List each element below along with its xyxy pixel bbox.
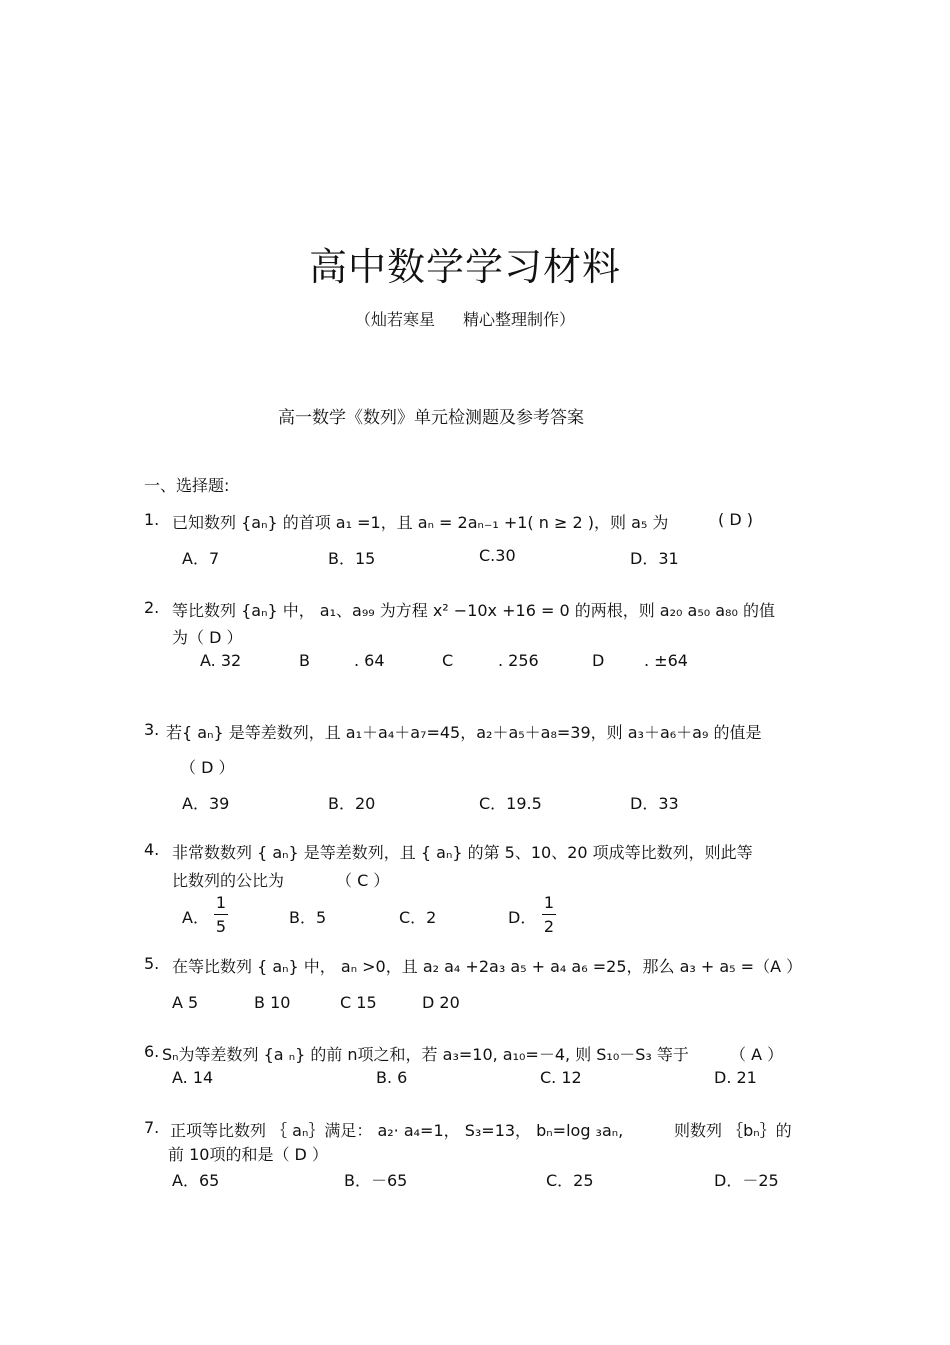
question-4-option-a-fraction [214, 893, 228, 936]
question-6-option-b: B. 6 [376, 1068, 408, 1087]
section-heading: 一、选择题: [144, 476, 230, 495]
fraction-numerator: 1 [215, 893, 227, 912]
question-7-text: 正项等比数列 ｛ aₙ｝满足： a₂· a₄=1， S₃=13， bₙ=log ₃aₙ, [170, 1121, 624, 1140]
question-2-number: 2. [144, 598, 160, 617]
question-4-text: 非常数数列 { aₙ} 是等差数列，且 { aₙ} 的第 5、10、20 项成等比数列，则此等 [172, 843, 753, 862]
fraction-bar [542, 914, 556, 915]
question-1-option-c: C.30 [479, 546, 516, 565]
question-5-option-c: C 15 [340, 993, 377, 1012]
question-4-option-b: B．5 [289, 908, 327, 927]
question-4-answer: （ C ） [336, 871, 390, 890]
question-4-option-d-fraction [542, 893, 556, 936]
question-6-text: Sₙ为等差数列 {a ₙ} 的前 n项之和，若 a₃=10, a₁₀=－4, 则 S₁₀－S₃ 等于 [162, 1045, 689, 1064]
question-2-text-line2: 为（ D ） [172, 628, 243, 647]
question-1-answer: ( D ) [718, 510, 753, 529]
question-6-option-c: C. 12 [540, 1068, 582, 1087]
question-5-option-b: B 10 [254, 993, 291, 1012]
fraction-denominator: 5 [215, 917, 227, 936]
question-2-text: 等比数列 {aₙ} 中， a₁、a₉₉ 为方程 x² −10x +16 = 0 的两根，则 a₂₀ a₅₀ a₈₀ 的值 [172, 601, 775, 620]
question-5-option-a: A 5 [172, 993, 199, 1012]
question-7-number: 7. [144, 1118, 160, 1137]
question-3-number: 3. [144, 720, 160, 739]
fraction-denominator: 2 [543, 917, 555, 936]
question-2-option-c-letter: C [442, 651, 454, 670]
question-7-option-d: D．－25 [714, 1171, 779, 1190]
page-title: 高中数学学习材料 [308, 245, 621, 289]
question-1-text: 已知数列 {aₙ} 的首项 a₁ =1，且 aₙ = 2aₙ₋₁ +1( n ≥ 2 )，则 a₅ 为 [172, 513, 669, 532]
question-1-number: 1. [144, 510, 160, 529]
document-title: 高一数学《数列》单元检测题及参考答案 [278, 408, 584, 428]
question-2-option-d-letter: D [592, 651, 605, 670]
question-5-option-d: D 20 [422, 993, 460, 1012]
question-5-text: 在等比数列 { aₙ} 中， aₙ >0，且 a₂ a₄ +2a₃ a₅ + a₄ a₆ =25，那么 a₃ + a₅ =（A ） [172, 957, 803, 976]
question-1-option-d: D．31 [630, 549, 679, 568]
question-2-option-a: A. 32 [200, 651, 242, 670]
fraction-bar [214, 914, 228, 915]
question-2-option-b-value: . 64 [354, 651, 385, 670]
question-3-text-line2: （ D ） [180, 758, 235, 777]
question-5-number: 5. [144, 954, 160, 973]
question-6-answer: （ A ） [730, 1045, 784, 1064]
question-4-option-c: C．2 [399, 908, 437, 927]
question-1-option-a: A．7 [182, 549, 220, 568]
question-2-option-c-value: . 256 [498, 651, 539, 670]
question-3-option-b: B．20 [328, 794, 376, 813]
subtitle-right: 精心整理制作） [463, 310, 576, 329]
fraction-numerator: 1 [543, 893, 555, 912]
question-7-option-b: B．－65 [344, 1171, 408, 1190]
question-4-text-line2: 比数列的公比为 [172, 871, 285, 890]
question-4-option-d: D． [508, 908, 537, 927]
question-6-option-d: D. 21 [714, 1068, 757, 1087]
question-3-text: 若{ aₙ} 是等差数列，且 a₁＋a₄＋a₇=45，a₂＋a₅＋a₈=39，则 a₃＋a₆＋a₉ 的值是 [166, 723, 762, 742]
question-3-option-a: A．39 [182, 794, 230, 813]
question-2-option-b-letter: B [299, 651, 310, 670]
question-3-option-c: C．19.5 [479, 794, 542, 813]
question-4-number: 4. [144, 840, 160, 859]
question-2-option-d-value: . ±64 [644, 651, 688, 670]
question-7-text-line2: 前 10项的和是（ D ） [168, 1145, 328, 1164]
question-7-option-c: C．25 [546, 1171, 594, 1190]
question-4-option-a: A． [182, 908, 209, 927]
question-6-option-a: A. 14 [172, 1068, 214, 1087]
subtitle-left: （灿若寒星 [354, 310, 435, 329]
question-7-text-tail: 则数列 ｛bₙ｝的 [674, 1121, 792, 1140]
question-6-number: 6. [144, 1042, 160, 1061]
subtitle [0, 307, 930, 330]
question-7-option-a: A．65 [172, 1171, 220, 1190]
question-1-option-b: B．15 [328, 549, 376, 568]
question-3-option-d: D．33 [630, 794, 679, 813]
